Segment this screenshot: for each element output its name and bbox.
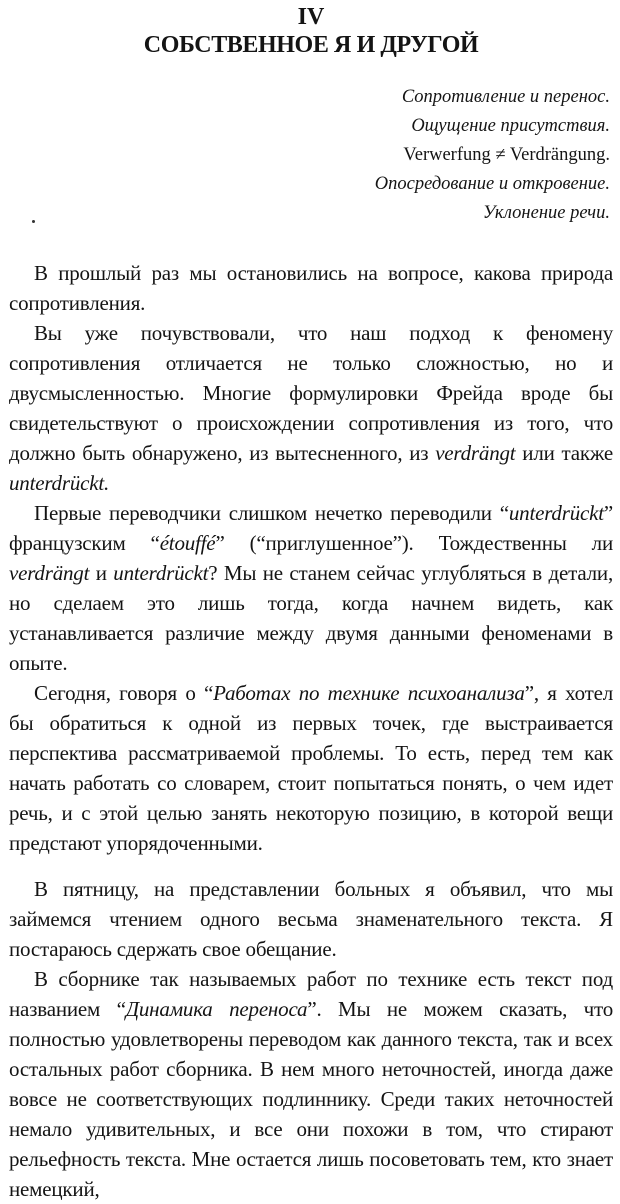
paragraph <box>9 874 613 964</box>
paragraph-text: Сегодня, говоря о “ <box>34 681 214 705</box>
paragraph-text: и <box>89 561 114 585</box>
body-text <box>9 258 613 1204</box>
chapter-number: IV <box>297 4 325 30</box>
paragraph-text: В прошлый раз мы остановились на вопросе, какова природа сопротивления. <box>9 261 613 315</box>
term-verdraengt: verdrängt <box>9 561 90 585</box>
paragraph <box>9 258 613 318</box>
term-unterdrueckt: unterdrückt <box>508 501 604 525</box>
work-title: Работах по технике психоанализа <box>213 681 525 705</box>
term-etouffe: étouffé <box>159 531 216 555</box>
paragraph-text: ” французским “ <box>9 501 613 555</box>
abstract-line: Verwerfung ≠ Verdrängung. <box>403 145 610 165</box>
chapter-abstract <box>9 83 610 228</box>
term-verdraengt: verdrängt <box>435 441 516 465</box>
term-unterdrueckt: unterdrückt <box>113 561 209 585</box>
paragraph-text: ”, я хотел бы обратиться к одной из первых точек, где выстраивается перспектива рассматриваемой проблемы. То есть, перед тем как начать работать со словарем, стоит попытаться понять, о чем идет речь, и с этой целью занять некоторую позицию, в которой вещи предстают упорядоченными. <box>9 681 613 855</box>
abstract-line: Опосредование и откровение. <box>374 174 610 194</box>
abstract-line: Ощущение присутствия. <box>411 116 610 136</box>
paragraph-text: Первые переводчики слишком нечетко переводили “ <box>34 501 509 525</box>
paragraph-text: ”. Мы не можем сказать, что полностью удовлетворены переводом как данного текста, так и всех остальных работ сборника. В нем много неточностей, иногда даже вовсе не соответствующих подлиннику. Среди таких неточностей немало удивительных, и все они похожи в том, что стирают рельефность текста. Мне остается лишь посоветовать тем, кто знает немецкий, <box>9 997 614 1201</box>
abstract-line: Сопротивление и перенос. <box>401 87 610 107</box>
paragraph-text: В сборнике так называемых работ по технике есть текст под названием “ <box>9 967 613 1021</box>
abstract-line: Уклонение речи. <box>482 203 610 223</box>
work-title: Динамика переноса <box>125 997 308 1021</box>
paragraph <box>9 678 613 858</box>
paragraph-text: ” (“приглушенное”). Тождественны ли <box>215 531 613 555</box>
paragraph-text: ? Мы не станем сейчас углубляться в детали, но сделаем это лишь тогда, когда начнем видеть, как устанавливается различие между двумя данными феноменами в опыте. <box>9 561 614 675</box>
paragraph <box>9 318 613 498</box>
paragraph-text: или также <box>515 441 613 465</box>
paragraph <box>9 498 613 678</box>
chapter-title: СОБСТВЕННОЕ Я И ДРУГОЙ <box>143 32 479 58</box>
term-unterdrueckt: unterdrückt. <box>9 471 110 495</box>
paragraph-text: В пятницу, на представлении больных я объявил, что мы займемся чтением одного весьма знаменательного текста. Я постараюсь сдержать свое обещание. <box>9 877 613 961</box>
print-speck <box>32 220 35 223</box>
paragraph-text: Вы уже почувствовали, что наш подход к феномену сопротивления отличается не только сложностью, но и двусмысленностью. Многие формулировки Фрейда вроде бы свидетельствуют о происхождении сопротивления из того, что должно быть обнаружено, из вытесненного, из <box>9 321 613 465</box>
paragraph <box>9 964 613 1204</box>
